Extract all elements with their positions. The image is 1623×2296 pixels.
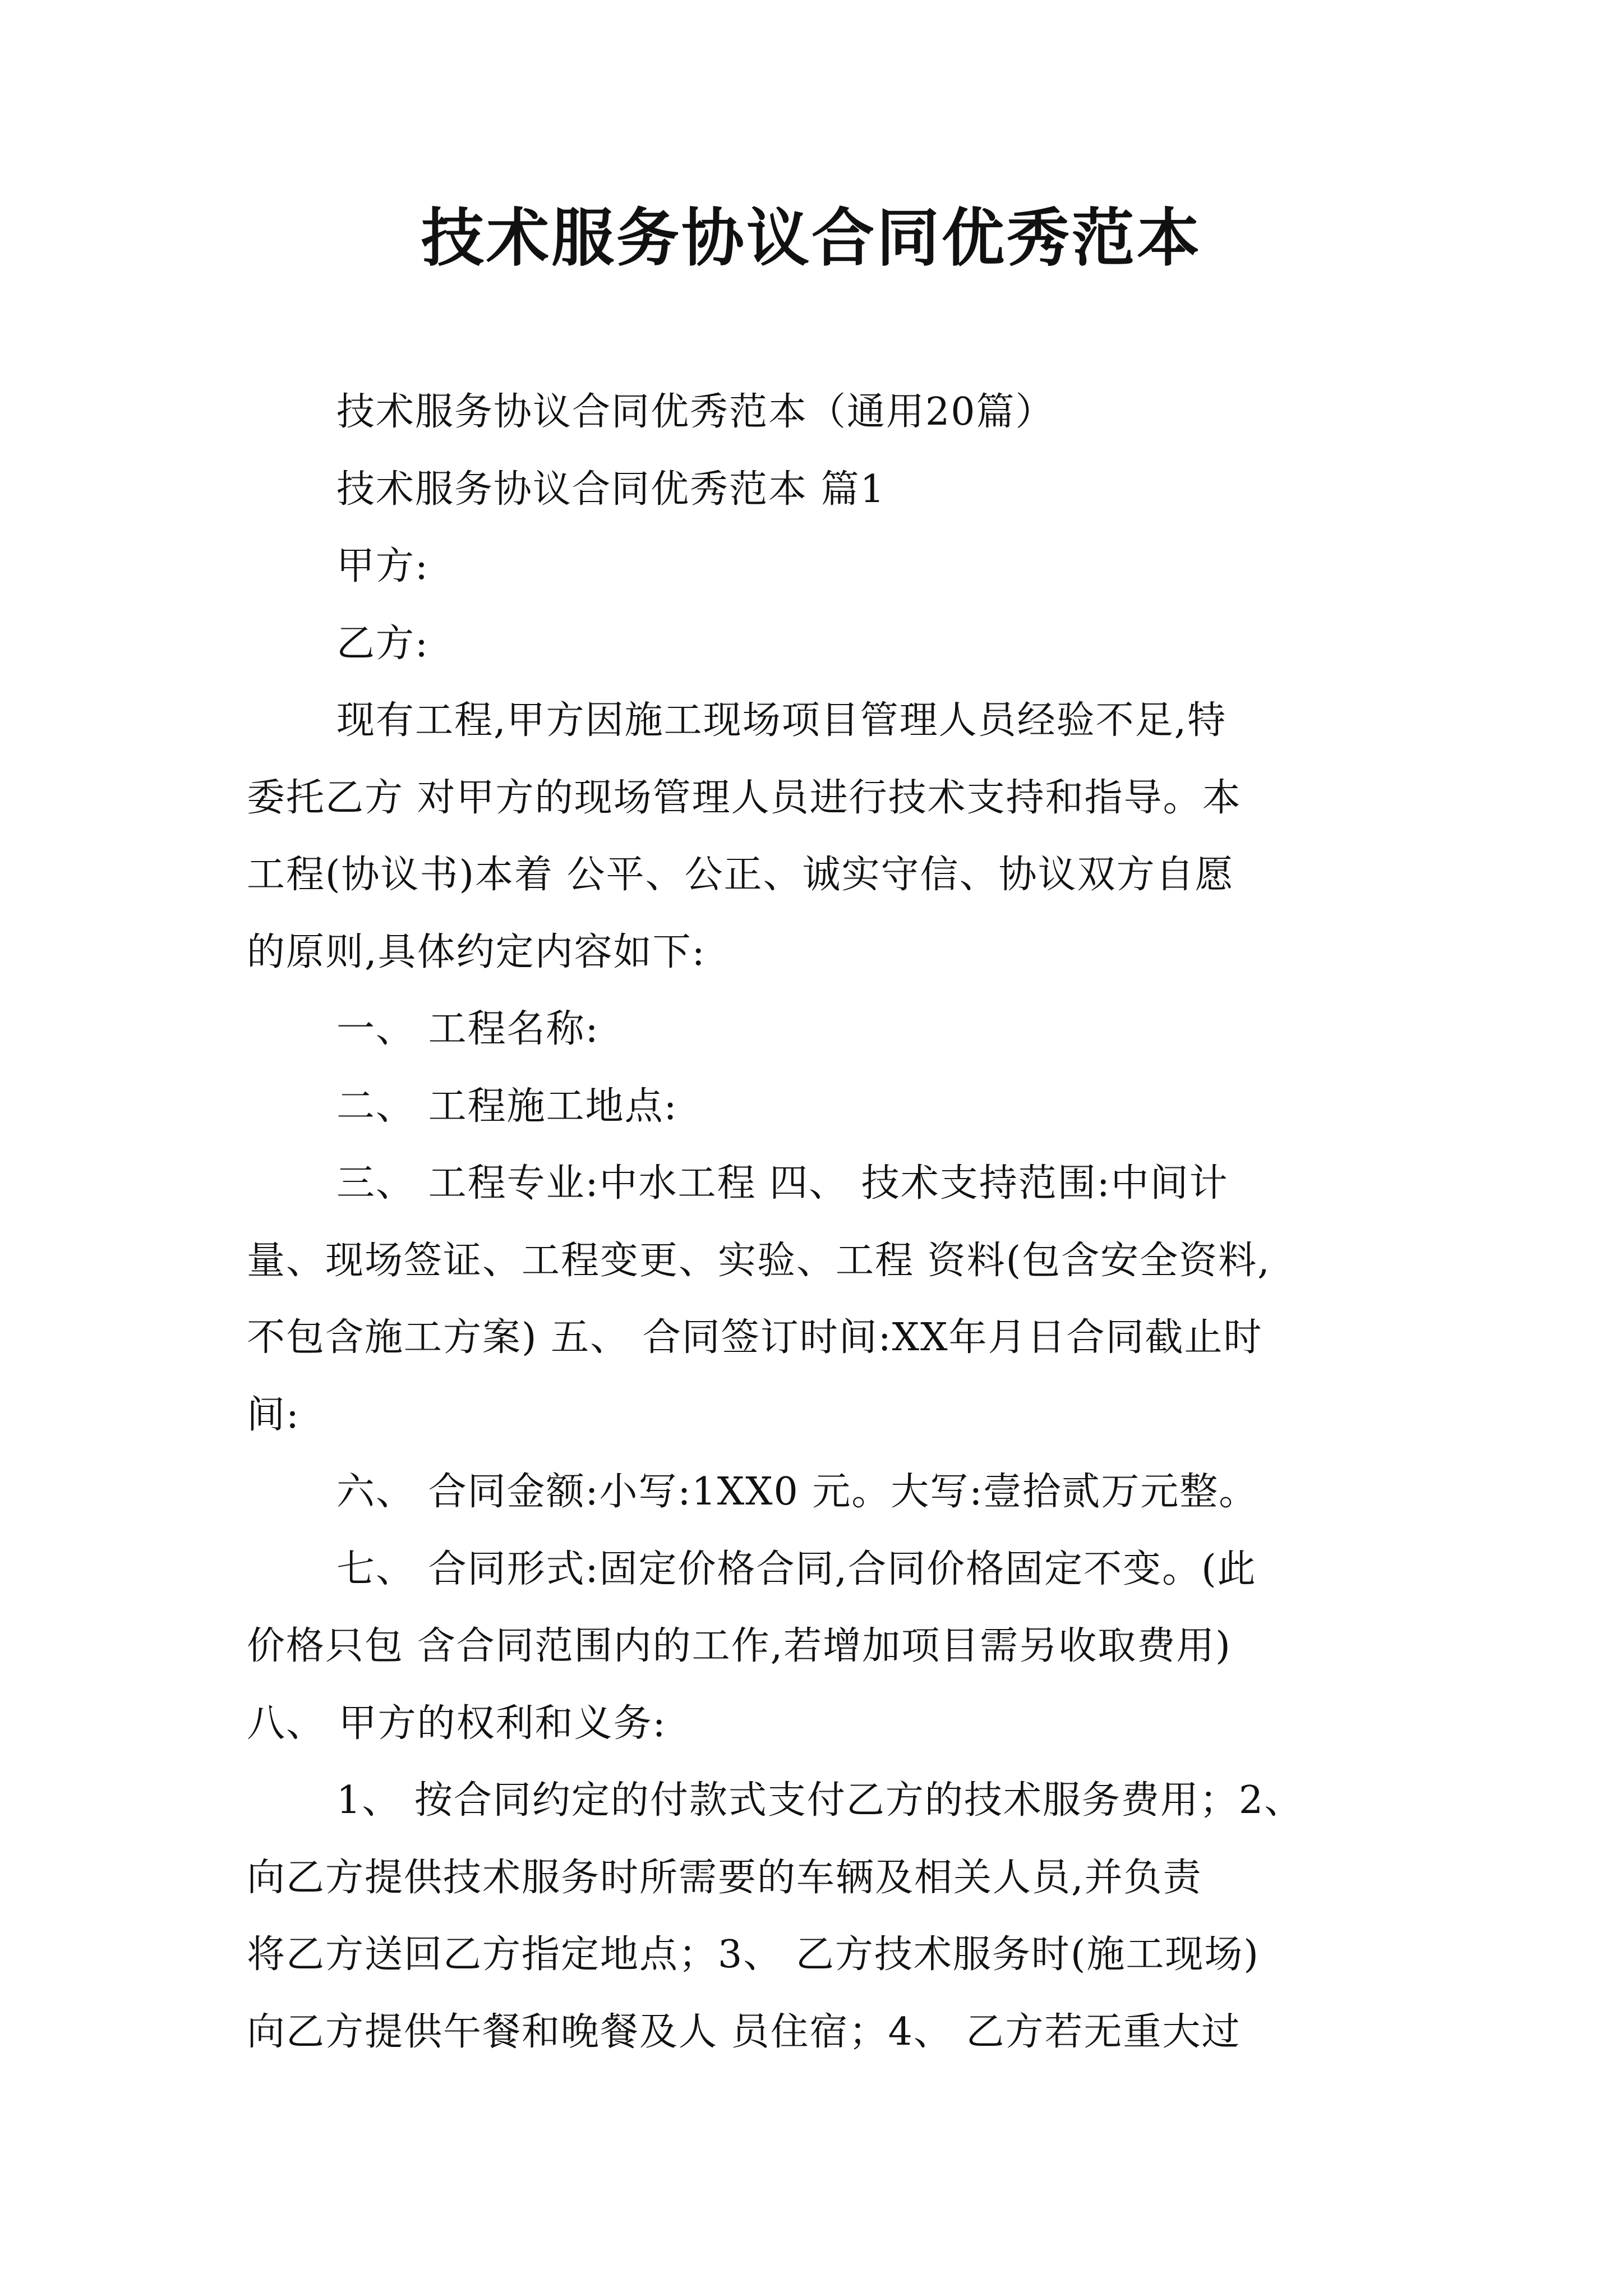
clause-line: 向乙方提供午餐和晚餐及人 员住宿；4、 乙方若无重大过: [247, 2010, 1241, 2054]
clause-line: 间:: [247, 1393, 300, 1437]
clause-line: 六、 合同金额:小写:1XX0 元。大写:壹拾贰万元整。: [336, 1470, 1258, 1514]
document-title: 技术服务协议合同优秀范本: [421, 201, 1202, 275]
clause-line: 不包含施工方案) 五、 合同签订时间:XX年月日合同截止时: [247, 1315, 1263, 1360]
paragraph-line: 委托乙方 对甲方的现场管理人员进行技术支持和指导。本: [247, 776, 1242, 820]
clause-line: 七、 合同形式:固定价格合同,合同价格固定不变。(此: [336, 1547, 1257, 1591]
paragraph-line: 的原则,具体约定内容如下:: [247, 930, 706, 974]
clause-line: 三、 工程专业:中水工程 四、 技术支持范围:中间计: [336, 1161, 1229, 1205]
clause-line: 价格只包 含合同范围内的工作,若增加项目需另收取费用): [247, 1624, 1232, 1668]
clause-line: 二、 工程施工地点:: [336, 1084, 678, 1129]
clause-line: 1、 按合同约定的付款式支付乙方的技术服务费用；2、: [336, 1778, 1304, 1823]
clause-line: 向乙方提供技术服务时所需要的车辆及相关人员,并负责: [247, 1856, 1202, 1900]
party-a-line: 甲方:: [336, 544, 429, 588]
clause-line: 八、 甲方的权利和义务:: [247, 1701, 667, 1746]
clause-line: 量、现场签证、工程变更、实验、工程 资料(包含安全资料,: [247, 1239, 1271, 1283]
clause-line: 将乙方送回乙方指定地点；3、 乙方技术服务时(施工现场): [247, 1932, 1260, 1977]
subtitle-line: 技术服务协议合同优秀范本（通用20篇）: [336, 390, 1055, 434]
clause-line: 一、 工程名称:: [336, 1007, 600, 1051]
paragraph-line: 现有工程,甲方因施工现场项目管理人员经验不足,特: [336, 698, 1227, 743]
paragraph-line: 工程(协议书)本着 公平、公正、诚实守信、协议双方自愿: [247, 853, 1234, 897]
party-b-line: 乙方:: [336, 622, 429, 666]
section-heading: 技术服务协议合同优秀范本 篇1: [336, 467, 886, 512]
